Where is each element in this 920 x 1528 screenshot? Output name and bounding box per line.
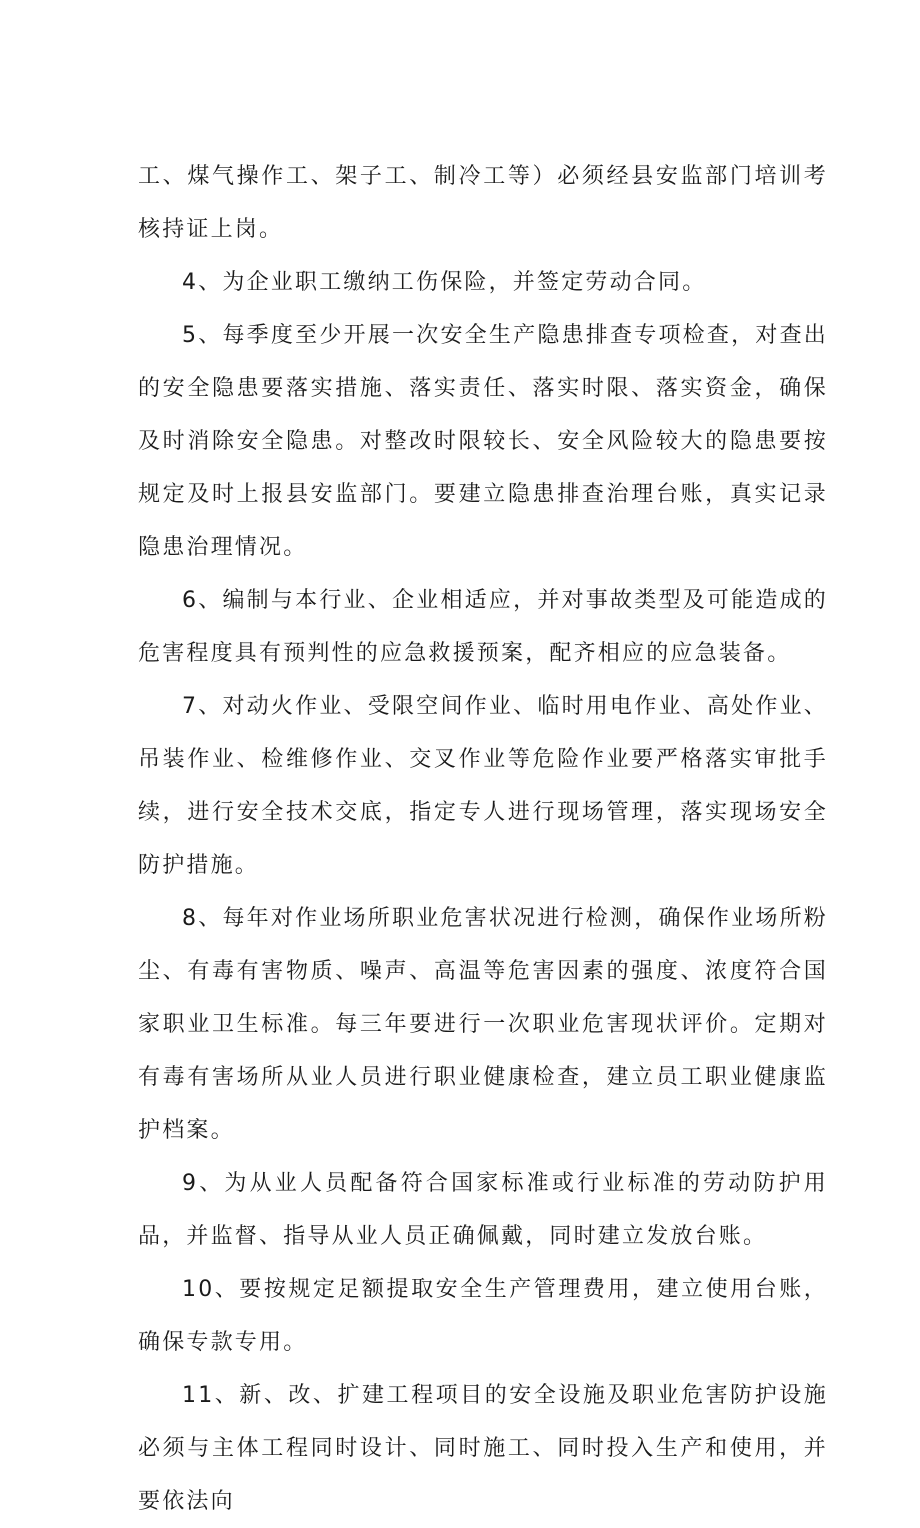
- paragraph-item-7: 7、对动火作业、受限空间作业、临时用电作业、高处作业、吊装作业、检维修作业、交叉作业等危险作业要严格落实审批手续，进行安全技术交底，指定专人进行现场管理，落实现场安全防护措施。: [138, 694, 828, 878]
- paragraph-item-8: 8、每年对作业场所职业危害状况进行检测，确保作业场所粉尘、有毒有害物质、噪声、高温等危害因素的强度、浓度符合国家职业卫生标准。每三年要进行一次职业危害现状评价。定期对有毒有害场所从业人员进行职业健康检查，建立员工职业健康监护档案。: [138, 906, 828, 1143]
- document-body: [138, 150, 828, 1528]
- paragraph-continuation: 工、煤气操作工、架子工、制冷工等）必须经县安监部门培训考核持证上岗。: [138, 164, 828, 242]
- paragraph-item-4: 4、为企业职工缴纳工伤保险，并签定劳动合同。: [182, 270, 707, 295]
- paragraph-item-11: 11、新、改、扩建工程项目的安全设施及职业危害防护设施必须与主体工程同时设计、同时施工、同时投入生产和使用，并要依法向: [138, 1383, 828, 1514]
- paragraph-item-6: 6、编制与本行业、企业相适应，并对事故类型及可能造成的危害程度具有预判性的应急救援预案，配齐相应的应急装备。: [138, 588, 828, 666]
- paragraph-item-10: 10、要按规定足额提取安全生产管理费用，建立使用台账，确保专款专用。: [138, 1277, 828, 1355]
- paragraph-item-5: 5、每季度至少开展一次安全生产隐患排查专项检查，对查出的安全隐患要落实措施、落实责任、落实时限、落实资金，确保及时消除安全隐患。对整改时限较长、安全风险较大的隐患要按规定及时上报县安监部门。要建立隐患排查治理台账，真实记录隐患治理情况。: [138, 323, 828, 560]
- paragraph-item-9: 9、为从业人员配备符合国家标准或行业标准的劳动防护用品，并监督、指导从业人员正确佩戴，同时建立发放台账。: [138, 1171, 828, 1249]
